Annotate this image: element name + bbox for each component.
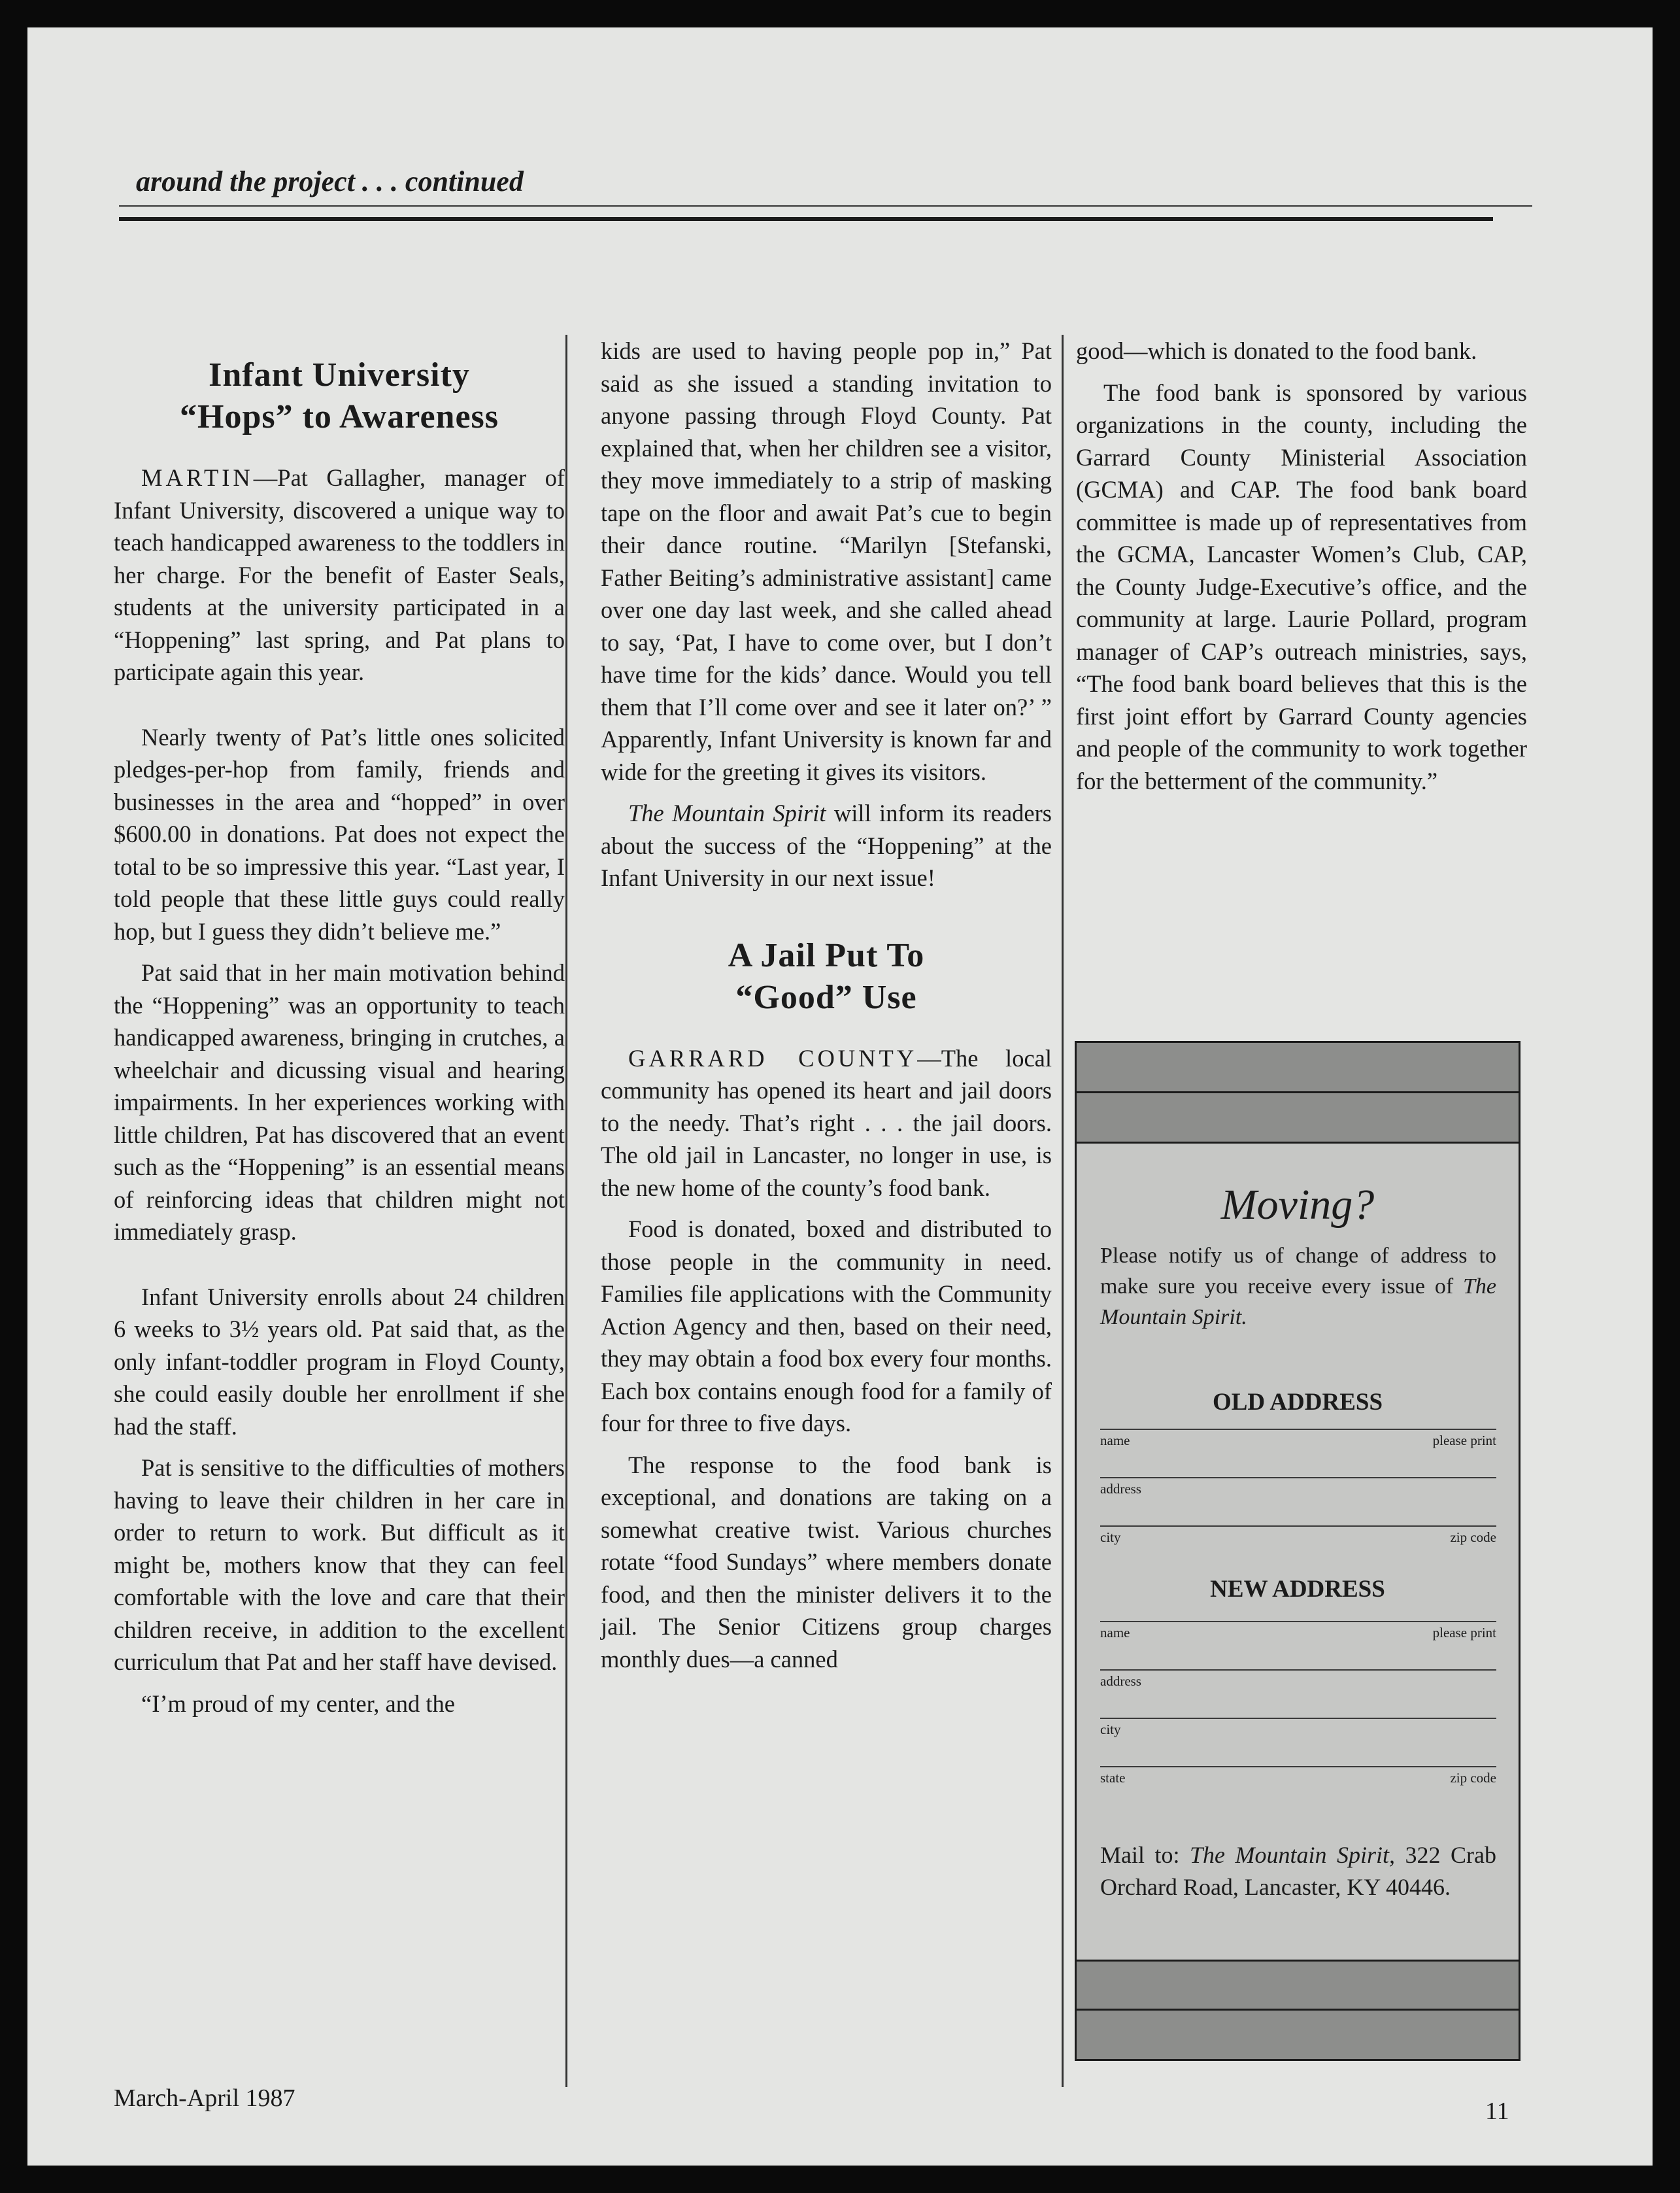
coupon-band-line: [1077, 1142, 1519, 1144]
article2-paragraph: The food bank is sponsored by various organizations in the county, including the Garrard County Ministerial Association (GCMA) and CAP. The food bank board committee is made up of representatives from the GCMA, Lancaster Women’s Club, CAP, the County Judge-Executive’s office, and the community at large. Laurie Pollard, program manager of CAP’s outreach ministries, says, “The food bank board believes that this is the first joint effort by Garrard County agencies and people of the community to work together for the betterment of the community.”: [1076, 379, 1527, 794]
change-of-address-coupon: [1075, 1041, 1520, 2061]
field-label-zip: zip code: [1450, 1529, 1496, 1545]
article2-paragraph: Food is donated, boxed and distributed to those people in the community in need. Families file applications with the Community Action Agency and then, based on their need, they may obtain a food box every four months. Each box contains enough food for a family of four for three to five days.: [601, 1216, 1052, 1436]
field-label-address: address: [1100, 1673, 1141, 1689]
field-label-please-print: please print: [1432, 1625, 1496, 1640]
mail-to-address: [1100, 1839, 1496, 1903]
publication-name: The Mountain Spirit: [628, 800, 826, 826]
article1-headline: [114, 354, 565, 438]
article2-dateline: GARRARD COUNTY: [628, 1044, 918, 1072]
article1-headline-line1: Infant University: [209, 356, 470, 394]
article1-closing-paragraph: [601, 797, 1052, 894]
new-state-field[interactable]: [1100, 1766, 1496, 1786]
field-label-state: state: [1100, 1770, 1126, 1786]
coupon-note-publication: The Mountain Spirit.: [1100, 1274, 1496, 1329]
new-address-heading: NEW ADDRESS: [1210, 1576, 1385, 1603]
column-divider-2: [1062, 335, 1064, 2087]
field-label-name: name: [1100, 1433, 1130, 1448]
field-label-city: city: [1100, 1722, 1121, 1737]
article1-p8-text: will inform its readers about the success of the “Hoppening” at the Infant University in our next issue!: [601, 800, 1052, 891]
article1-dateline: MARTIN: [141, 464, 254, 491]
article1-paragraph-continued: kids are used to having people pop in,” Pat said as she issued a standing invitation to anyone passing through Floyd County. Pat explained that, when her children see a visitor, they move immediately to a strip of masking tape on the floor and await Pat’s cue to begin their dance routine. “Marilyn [Stefanski, Father Beiting’s administrative assistant] came over one day last week, and she called ahead to say, ‘Pat, I have to come over, but I don’t have time for the kids’ dance. Would you tell them that I’ll come over and see it later on?’ ” Apparently, Infant University is known far and wide for the greeting it gives its visitors.: [601, 337, 1052, 785]
article2-p1-text: —The local community has opened its heart and jail doors to the needy. That’s right . . . the jail doors. The old jail in Lancaster, no longer in use, is the new home of the county’s food bank.: [601, 1044, 1052, 1201]
field-label-city: city: [1100, 1529, 1121, 1545]
coupon-top-band-2: [1077, 1093, 1519, 1142]
article1-paragraph: Infant University enrolls about 24 children 6 weeks to 3½ years old. Pat said that, as the only infant-toddler program in Floyd County, she could easily double her enrollment if she had the staff.: [114, 1283, 565, 1440]
article1-paragraph: [114, 462, 565, 688]
mail-to-publication: The Mountain Spirit,: [1190, 1842, 1396, 1868]
article1-paragraph: Nearly twenty of Pat’s little ones solicited pledges-per-hop from family, friends and businesses in the area and “hopped” in over $600.00 in donations. Pat does not expect the total to be so impressive this year. “Last year, I told people that these little guys could really hop, but I guess they didn’t believe me.”: [114, 723, 565, 945]
old-name-field[interactable]: [1100, 1429, 1496, 1448]
article2-headline-line1: A Jail Put To: [728, 936, 925, 974]
header-rule-thick: [119, 217, 1493, 221]
new-name-field[interactable]: [1100, 1621, 1496, 1640]
article2-paragraph: [601, 1042, 1052, 1204]
new-city-field[interactable]: [1100, 1718, 1496, 1737]
article1-p1-text: —Pat Gallagher, manager of Infant University, discovered a unique way to teach handicapped awareness to the toddlers in her charge. For the benefit of Easter Seals, students at the university participated in a “Hoppening” last spring, and Pat plans to participate again this year.: [114, 464, 565, 685]
coupon-note-text: Please notify us of change of address to make sure you receive every issue of: [1100, 1244, 1496, 1299]
article1-headline-line2: “Hops” to Awareness: [180, 398, 499, 435]
field-label-address: address: [1100, 1481, 1141, 1497]
column-3: [1076, 335, 1527, 806]
new-address-field[interactable]: [1100, 1669, 1496, 1689]
header-rule-thin: [119, 205, 1532, 207]
coupon-note: [1100, 1240, 1496, 1333]
article2-headline: [601, 935, 1052, 1019]
article2-headline-line2: “Good” Use: [735, 978, 917, 1016]
old-address-heading: OLD ADDRESS: [1212, 1389, 1383, 1416]
column-1: [114, 348, 565, 1729]
magazine-page: [27, 27, 1653, 2166]
issue-date: March-April 1987: [114, 2084, 295, 2112]
coupon-bottom-band: [1077, 1962, 1519, 2009]
coupon-top-band: [1077, 1043, 1519, 1091]
field-label-zip: zip code: [1450, 1770, 1496, 1786]
column-divider-1: [565, 335, 567, 2087]
article1-paragraph: “I’m proud of my center, and the: [141, 1690, 455, 1717]
section-header: around the project . . . continued: [136, 165, 524, 197]
old-city-field[interactable]: [1100, 1525, 1496, 1545]
mail-to-prefix: Mail to:: [1100, 1842, 1190, 1868]
field-label-please-print: please print: [1432, 1433, 1496, 1448]
coupon-title: Moving?: [1220, 1181, 1375, 1229]
article1-paragraph: Pat is sensitive to the difficulties of mothers having to leave their children in her care in order to return to work. But difficult as it might be, mothers know that they can feel comfortable with the love and care that their children receive, in addition to the excellent curriculum that Pat and her staff have devised.: [114, 1454, 565, 1675]
field-label-name: name: [1100, 1625, 1130, 1640]
old-address-field[interactable]: [1100, 1477, 1496, 1497]
article2-paragraph: The response to the food bank is exceptional, and donations are taking on a somewhat creative twist. Various churches rotate “food Sundays” where members donate food, and then the minister delivers it to the jail. The Senior Citizens group charges monthly dues—a canned: [601, 1451, 1052, 1673]
column-2: [601, 335, 1052, 1684]
article1-paragraph: Pat said that in her main motivation behind the “Hoppening” was an opportunity to teach handicapped awareness, bringing in crutches, a wheelchair and dicussing visual and hearing impairments. In her experiences working with little children, Pat has discovered that an event such as the “Hoppening” is an essential means of reinforcing ideas that children might not immediately grasp.: [114, 959, 565, 1245]
mail-to-text: 322 Crab Orchard Road, Lancaster, KY 40446.: [1100, 1842, 1496, 1900]
page-number: 11: [1485, 2098, 1509, 2125]
article2-paragraph-continued: good—which is donated to the food bank.: [1076, 337, 1477, 364]
coupon-bottom-band-2: [1077, 2011, 1519, 2059]
